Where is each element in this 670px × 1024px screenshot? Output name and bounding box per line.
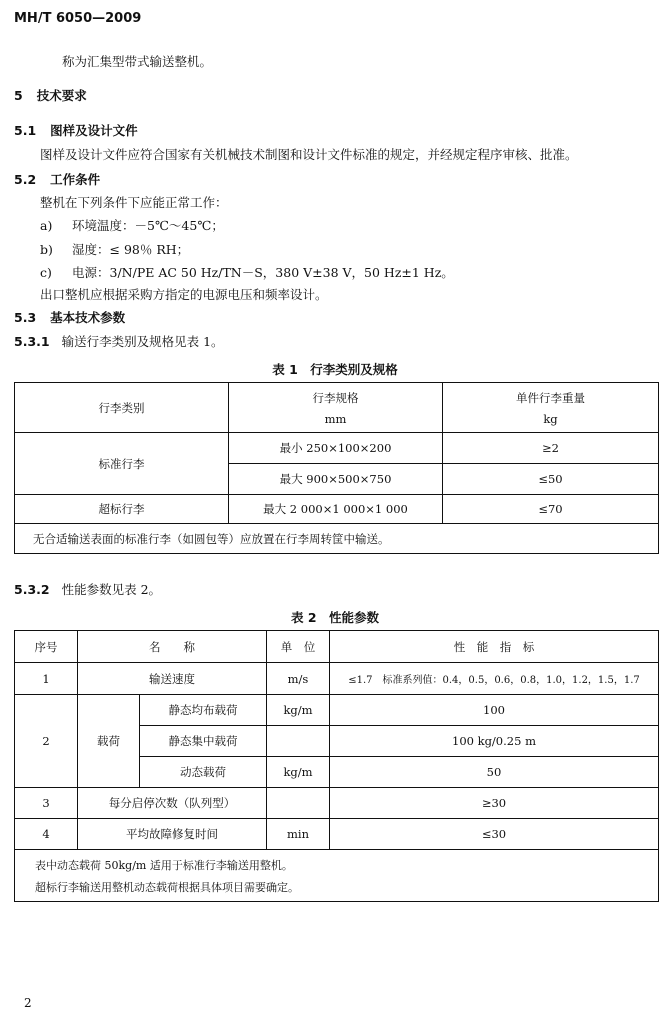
table-1 [14, 382, 659, 554]
table-notes [15, 850, 659, 902]
table-cell: ≥2 [443, 433, 659, 464]
table-cell: 100 kg/0.25 m [330, 726, 659, 757]
table-cell: 静态均布载荷 [140, 695, 267, 726]
section-number: 5.2 [14, 172, 37, 187]
table-cell: kg/m [267, 695, 330, 726]
header-cell: 单 位 [267, 631, 330, 663]
item-text: 湿度：≤ 98％ RH； [72, 242, 190, 257]
header-label: 行李规格 [312, 390, 359, 405]
table-cell: 最小 250×100×200 [229, 433, 443, 464]
table-cell: ≤70 [443, 495, 659, 524]
section-5-3-2 [14, 580, 161, 598]
section-5-2-note: 出口整机应根据采购方指定的电源电压和频率设计。 [40, 287, 328, 302]
table-cell: 标准行李 [15, 433, 229, 495]
header-cell: 性 能 指 标 [330, 631, 659, 663]
header-cell [229, 383, 443, 433]
item-label: c) [40, 265, 52, 280]
item-text: 电源：3/N/PE AC 50 Hz/TN－S，380 V±38 V，50 Hz±1 Hz。 [72, 265, 454, 280]
section-number: 5.3.2 [14, 582, 50, 597]
section-number: 5.1 [14, 123, 37, 138]
table-cell: ≥30 [330, 788, 659, 819]
intro-line: 称为汇集型带式输送整机。 [62, 54, 213, 69]
table-cell: 超标行李 [15, 495, 229, 524]
condition-item [40, 263, 454, 281]
section-5-2-intro: 整机在下列条件下应能正常工作： [40, 195, 228, 210]
table-note: 表中动态载荷 50kg/m 适用于标准行李输送用整机。 [35, 858, 293, 872]
section-title: 图样及设计文件 [50, 123, 138, 138]
table-cell: min [267, 819, 330, 850]
table-note-row [15, 850, 659, 902]
section-title: 工作条件 [50, 172, 101, 187]
table-cell: 3 [15, 788, 78, 819]
table-cell [267, 726, 330, 757]
table-2-caption: 表 2 性能参数 [290, 610, 380, 625]
table-cell: 4 [15, 819, 78, 850]
table-cell: kg/m [267, 757, 330, 788]
table-header-row [15, 631, 659, 663]
table-row [15, 663, 659, 695]
table-note: 超标行李输送用整机动态载荷根据具体项目需要确定。 [35, 880, 299, 894]
table-row [15, 819, 659, 850]
table-header-row [15, 383, 659, 433]
section-title: 技术要求 [36, 88, 87, 103]
section-5-3-1 [14, 332, 224, 350]
section-text: 性能参数见表 2。 [61, 582, 162, 597]
table-cell: 最大 2 000×1 000×1 000 [229, 495, 443, 524]
section-5-3-heading [14, 308, 125, 326]
table-row [15, 433, 659, 464]
item-text: 环境温度：－5℃～45℃； [72, 218, 224, 233]
section-text: 输送行李类别及规格见表 1。 [61, 334, 224, 349]
table-cell: 100 [330, 695, 659, 726]
table-cell: ≤30 [330, 819, 659, 850]
header-unit: mm [324, 411, 347, 426]
page-number: 2 [24, 996, 32, 1010]
header-cell: 名 称 [78, 631, 267, 663]
table-cell [267, 788, 330, 819]
section-number: 5.3.1 [14, 334, 50, 349]
section-5-1-heading [14, 121, 138, 139]
table-row [15, 495, 659, 524]
section-5-2-heading [14, 170, 100, 188]
condition-item [40, 216, 224, 234]
table-2 [14, 630, 659, 902]
table-cell: 每分启停次数（队列型） [78, 788, 267, 819]
table-cell: ≤1.7 标准系列值：0.4，0.5，0.6，0.8，1.0，1.2，1.5，1.7 [330, 663, 659, 695]
header-unit: kg [543, 411, 558, 426]
section-title: 基本技术参数 [50, 310, 126, 325]
section-5-1-text: 图样及设计文件应符合国家有关机械技术制图和设计文件标准的规定，并经规定程序审核、批准。 [40, 147, 578, 162]
condition-item [40, 240, 189, 258]
table-cell: 1 [15, 663, 78, 695]
table-cell: 50 [330, 757, 659, 788]
table-cell: 输送速度 [78, 663, 267, 695]
header-cell [443, 383, 659, 433]
header-label: 单件行李重量 [516, 390, 585, 405]
section-number: 5.3 [14, 310, 37, 325]
section-5-heading [14, 86, 87, 104]
section-number: 5 [14, 88, 23, 103]
table-cell: 最大 900×500×750 [229, 464, 443, 495]
table-cell: 静态集中载荷 [140, 726, 267, 757]
table-note: 无合适输送表面的标准行李（如圆包等）应放置在行李周转筐中输送。 [15, 524, 659, 554]
table-cell: 平均故障修复时间 [78, 819, 267, 850]
table-note-row [15, 524, 659, 554]
item-label: a) [40, 218, 53, 233]
standard-number: MH/T 6050—2009 [14, 11, 142, 26]
item-label: b) [40, 242, 53, 257]
table-row [15, 695, 659, 726]
table-cell: m/s [267, 663, 330, 695]
table-cell: ≤50 [443, 464, 659, 495]
table-cell: 动态载荷 [140, 757, 267, 788]
table-1-caption: 表 1 行李类别及规格 [272, 362, 398, 377]
table-cell: 载荷 [78, 695, 140, 788]
table-cell: 2 [15, 695, 78, 788]
header-cell: 行李类别 [15, 383, 229, 433]
table-row [15, 788, 659, 819]
header-cell: 序号 [15, 631, 78, 663]
